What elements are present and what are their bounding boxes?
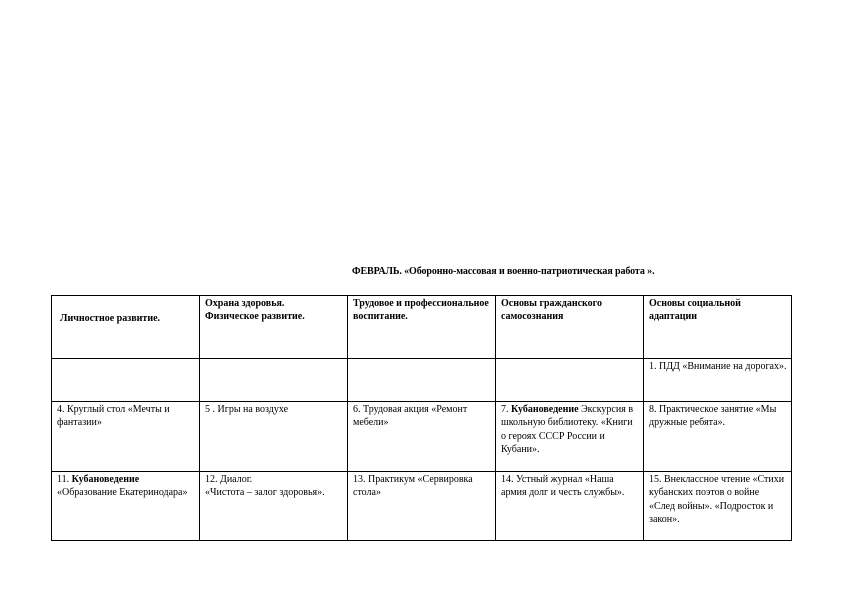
table-cell — [200, 359, 348, 402]
table-row — [52, 359, 792, 402]
table-cell — [348, 359, 496, 402]
table-row — [52, 402, 792, 472]
table-cell: 15. Внеклассное чтение «Стихи кубанских поэтов о войне «След войны». «Подросток и закон». — [644, 472, 792, 541]
table-cell: 8. Практическое занятие «Мы дружные ребята». — [644, 402, 792, 472]
table-cell: 4. Круглый стол «Мечты и фантазии» — [52, 402, 200, 472]
table-cell — [52, 359, 200, 402]
header-cell-health: Охрана здоровья. Физическое развитие. — [200, 296, 348, 359]
header-cell-social-adaptation: Основы социальной адаптации — [644, 296, 792, 359]
table-cell: 6. Трудовая акция «Ремонт мебели» — [348, 402, 496, 472]
table-cell: 14. Устный журнал «Наша армия долг и честь службы». — [496, 472, 644, 541]
table-cell: 1. ПДД «Внимание на дорогах». — [644, 359, 792, 402]
table-header-row — [52, 296, 792, 359]
table-cell: 13. Практикум «Сервировка стола» — [348, 472, 496, 541]
table-cell: 12. Диалог. «Чистота – залог здоровья». — [200, 472, 348, 541]
header-cell-personal-development: Личностное развитие. — [52, 296, 200, 359]
header-cell-civic-awareness: Основы гражданского самосознания — [496, 296, 644, 359]
header-cell-labor-education: Трудовое и профессиональное воспитание. — [348, 296, 496, 359]
table-cell: 5 . Игры на воздухе — [200, 402, 348, 472]
table-cell: 7. Кубановедение Экскурсия в школьную библиотеку. «Книги о героях СССР России и Кубани». — [496, 402, 644, 472]
page-title: ФЕВРАЛЬ. «Оборонно-массовая и военно-патриотическая работа ». — [352, 266, 655, 277]
table-row — [52, 472, 792, 541]
table-cell: 11. Кубановедение «Образование Екатеринодара» — [52, 472, 200, 541]
monthly-plan-table — [51, 295, 792, 541]
table-cell — [496, 359, 644, 402]
